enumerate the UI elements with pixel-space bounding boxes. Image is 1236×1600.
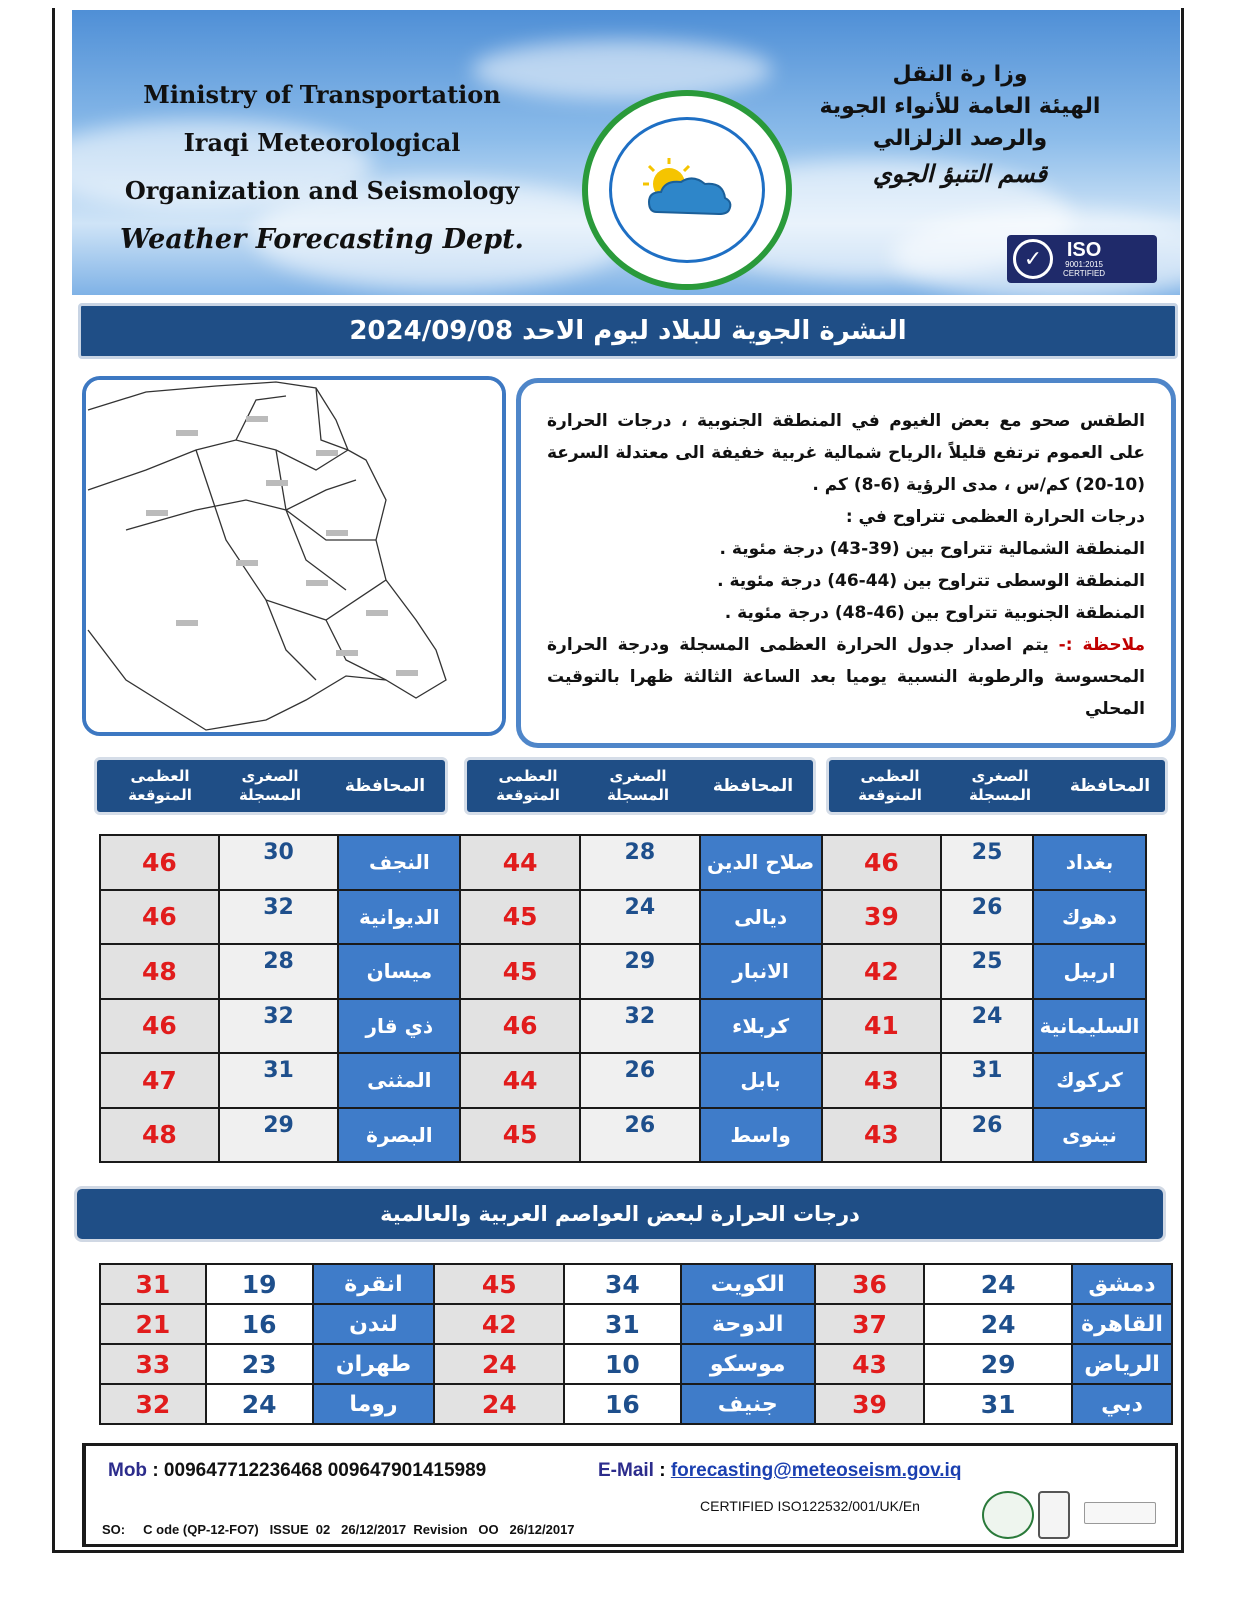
header-ar-org-1: الهيئة العامة للأنواء الجوية [819,94,1101,119]
iso-number: 9001:2015 [1065,260,1103,269]
max-temp-cell: 39 [822,890,942,945]
table-header-left [94,757,448,815]
header-en-org-2: Organization and Seismology [124,176,520,205]
header-min: الصغرى المسجلة [606,767,670,804]
max-temp-cell: 46 [100,835,219,890]
capital-max-cell: 32 [100,1384,206,1424]
min-temp-cell: 26 [580,1053,700,1108]
footer [82,1443,1178,1547]
max-temp-cell: 45 [460,1108,580,1163]
min-temp-cell: 32 [219,890,339,945]
capital-max-cell: 39 [815,1384,925,1424]
min-temp-cell: 26 [580,1108,700,1163]
footer-email: E-Mail : forecasting@meteoseism.gov.iq [598,1460,962,1481]
capital-name-cell: لندن [313,1304,435,1344]
capital-max-cell: 21 [100,1304,206,1344]
capital-max-cell: 45 [434,1264,564,1304]
header-max: العظمى المتوقعة [128,767,192,804]
min-temp-cell: 26 [941,1108,1033,1163]
min-temp-cell: 24 [580,890,700,945]
min-temp-cell: 31 [941,1053,1033,1108]
footer-certification: CERTIFIED ISO122532/001/UK/En [700,1498,920,1514]
header-en-ministry: Ministry of Transportation [143,80,501,109]
province-name-cell: ميسان [338,944,460,999]
partner-logo-icon [1084,1502,1156,1524]
capital-name-cell: طهران [313,1344,435,1384]
capital-name-cell: الرياض [1072,1344,1172,1384]
iraq-map [82,376,506,736]
min-temp-cell: 28 [580,835,700,890]
max-temp-cell: 46 [822,835,942,890]
max-temp-cell: 43 [822,1053,942,1108]
capital-name-cell: الكويت [681,1264,815,1304]
min-temp-cell: 31 [219,1053,339,1108]
capital-min-cell: 24 [206,1384,313,1424]
capital-max-cell: 24 [434,1344,564,1384]
header-max: العظمى المتوقعة [496,767,560,804]
max-temp-cell: 42 [822,944,942,999]
note-label: ملاحظة :- [1058,635,1146,655]
header-min: الصغرى المسجلة [238,767,302,804]
forecast-text-box [516,378,1176,748]
province-name-cell: واسط [700,1108,822,1163]
min-temp-cell: 25 [941,944,1033,999]
table-row [100,1304,1172,1344]
organization-logo [582,90,792,290]
bulletin-title: النشرة الجوية للبلاد ليوم الاحد 2024/09/08 [78,303,1178,359]
header-province: المحافظة [344,775,426,796]
checkmark-icon: ✓ [1013,239,1053,279]
capitals-title: درجات الحرارة لبعض العواصم العربية والعالمية [74,1186,1166,1242]
header-banner [72,10,1180,295]
province-name-cell: دهوك [1033,890,1146,945]
forecast-range-intro: درجات الحرارة العظمى تتراوح في : [845,507,1145,527]
province-name-cell: ديالى [700,890,822,945]
capital-max-cell: 24 [434,1384,564,1424]
capital-max-cell: 42 [434,1304,564,1344]
min-temp-cell: 29 [219,1108,339,1163]
table-header-right [826,757,1168,815]
capital-min-cell: 34 [564,1264,681,1304]
province-name-cell: اربيل [1033,944,1146,999]
max-temp-cell: 46 [460,999,580,1054]
capital-min-cell: 24 [924,1264,1072,1304]
max-temp-cell: 43 [822,1108,942,1163]
province-name-cell: الديوانية [338,890,460,945]
capital-name-cell: دمشق [1072,1264,1172,1304]
header-min: الصغرى المسجلة [968,767,1032,804]
sun-cloud-icon [627,150,747,230]
forecast-south: المنطقة الجنوبية تتراوح بين (46-48) درجة مئوية . [724,603,1145,623]
iso-label: ISO [1066,239,1102,261]
capital-name-cell: القاهرة [1072,1304,1172,1344]
capital-max-cell: 37 [815,1304,925,1344]
province-name-cell: كربلاء [700,999,822,1054]
max-temp-cell: 46 [100,890,219,945]
province-name-cell: السليمانية [1033,999,1146,1054]
min-temp-cell: 25 [941,835,1033,890]
min-temp-cell: 24 [941,999,1033,1054]
header-max: العظمى المتوقعة [858,767,922,804]
province-name-cell: المثنى [338,1053,460,1108]
min-temp-cell: 26 [941,890,1033,945]
max-temp-cell: 44 [460,1053,580,1108]
province-name-cell: صلاح الدين [700,835,822,890]
table-row [100,1108,1146,1163]
capital-max-cell: 31 [100,1264,206,1304]
max-temp-cell: 44 [460,835,580,890]
footer-mobile: Mob : 009647712236468 009647901415989 [108,1460,487,1481]
header-en-org-1: Iraqi Meteorological [183,128,461,157]
note-text: يتم اصدار جدول الحرارة العظمى المسجلة ودرجة الحرارة المحسوسة والرطوبة النسبية يوميا بعد الساعة الثالثة ظهرا بالتوقيت المحلي [547,635,1145,719]
min-temp-cell: 32 [219,999,339,1054]
header-ar-org-2: والرصد الزلزالي [872,126,1048,151]
table-row [100,1384,1172,1424]
capital-name-cell: انقرة [313,1264,435,1304]
min-temp-cell: 30 [219,835,339,890]
capital-max-cell: 33 [100,1344,206,1384]
capital-max-cell: 36 [815,1264,925,1304]
header-ar-ministry: وزا رة النقل [892,62,1028,87]
email-link[interactable]: forecasting@meteoseism.gov.iq [670,1460,962,1481]
capital-min-cell: 16 [564,1384,681,1424]
capital-min-cell: 19 [206,1264,313,1304]
forecast-note [547,629,1145,725]
forecast-central: المنطقة الوسطى تتراوح بين (44-46) درجة مئوية . [717,571,1145,591]
header-en-dept: Weather Forecasting Dept. [120,224,524,255]
province-name-cell: ذي قار [338,999,460,1054]
capital-name-cell: جنيف [681,1384,815,1424]
max-temp-cell: 45 [460,890,580,945]
max-temp-cell: 48 [100,944,219,999]
province-name-cell: النجف [338,835,460,890]
capitals-temperature-table [99,1263,1173,1425]
province-name-cell: الانبار [700,944,822,999]
capital-name-cell: الدوحة [681,1304,815,1344]
forecast-north: المنطقة الشمالية تتراوح بين (39-43) درجة مئوية . [719,539,1145,559]
min-temp-cell: 32 [580,999,700,1054]
province-name-cell: نينوى [1033,1108,1146,1163]
table-row [100,999,1146,1054]
max-temp-cell: 48 [100,1108,219,1163]
accreditation-mark-icon [1038,1491,1070,1539]
capital-max-cell: 43 [815,1344,925,1384]
table-row [100,1264,1172,1304]
min-temp-cell: 28 [219,944,339,999]
capital-name-cell: دبي [1072,1384,1172,1424]
capital-name-cell: موسكو [681,1344,815,1384]
max-temp-cell: 41 [822,999,942,1054]
max-temp-cell: 47 [100,1053,219,1108]
max-temp-cell: 45 [460,944,580,999]
province-temperature-table [99,834,1147,1163]
forecast-summary: الطقس صحو مع بعض الغيوم في المنطقة الجنوبية ، درجات الحرارة على العموم ترتفع قليلاً ،الرياح شمالية غربية خفيفة الى معتدلة السرعة (10-20) كم/س ، مدى الرؤية (6-8) كم . [547,411,1145,495]
header-ar-dept: قسم التنبؤ الجوي [872,160,1048,188]
iso-certified: CERTIFIED [1063,269,1106,278]
table-row [100,835,1146,890]
min-temp-cell: 29 [580,944,700,999]
table-row [100,1053,1146,1108]
capital-min-cell: 23 [206,1344,313,1384]
province-name-cell: بغداد [1033,835,1146,890]
table-row [100,890,1146,945]
capital-min-cell: 10 [564,1344,681,1384]
capital-min-cell: 16 [206,1304,313,1344]
capital-min-cell: 24 [924,1304,1072,1344]
province-name-cell: بابل [700,1053,822,1108]
capital-min-cell: 31 [924,1384,1072,1424]
province-name-cell: البصرة [338,1108,460,1163]
certification-seal-icon [982,1491,1034,1539]
province-name-cell: كركوك [1033,1053,1146,1108]
footer-document-code: SO: C ode (QP-12-FO7) ISSUE 02 26/12/2017 Revision OO 26/12/2017 [102,1522,575,1537]
iraq-map-graphic [86,380,502,732]
capital-min-cell: 29 [924,1344,1072,1384]
capital-min-cell: 31 [564,1304,681,1344]
table-row [100,944,1146,999]
table-row [100,1344,1172,1384]
header-province: المحافظة [712,775,794,796]
capital-name-cell: روما [313,1384,435,1424]
iso-certification-badge [1007,235,1157,283]
max-temp-cell: 46 [100,999,219,1054]
header-province: المحافظة [1069,775,1151,796]
table-header-middle [464,757,816,815]
